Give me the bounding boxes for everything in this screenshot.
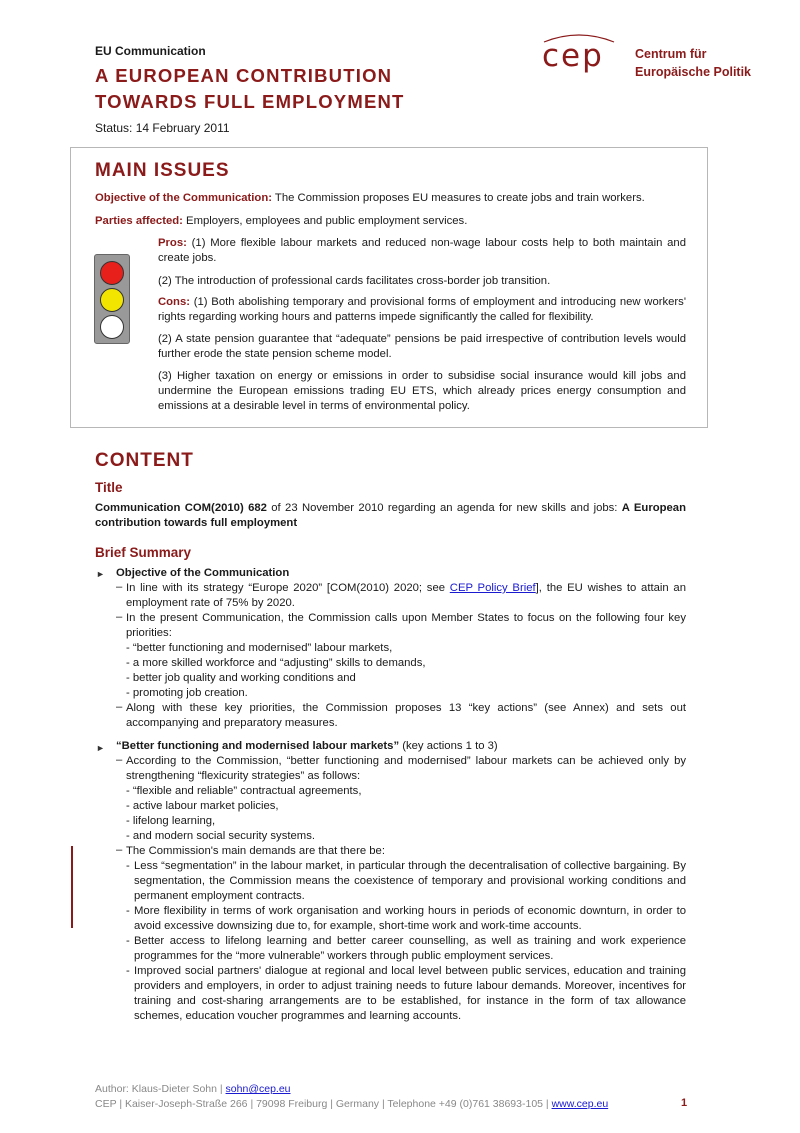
red-lamp-icon <box>100 261 124 285</box>
title-line-1: A EUROPEAN CONTRIBUTION <box>95 65 393 86</box>
demand-item: Less “segmentation” in the labour market, in particular through the decentralisation of collective bargaining. By segmentation, the Commission means the coexistence of temporary and provisional working conditions and permanent employment contracts. <box>134 860 686 902</box>
document-type: EU Communication <box>95 44 206 58</box>
hyphen-icon: - <box>126 860 130 872</box>
cep-logo <box>538 28 620 80</box>
yellow-lamp-icon <box>100 288 124 312</box>
objective-text: The Commission proposes EU measures to create jobs and train workers. <box>272 192 645 204</box>
pros-label: Pros: <box>158 237 187 249</box>
dash-icon: – <box>116 701 123 713</box>
flexicurity-item: - “flexible and reliable” contractual agreements, <box>126 785 362 797</box>
flexicurity-item: - lifelong learning, <box>126 815 216 827</box>
footer-address <box>95 1098 608 1110</box>
parties-text: Employers, employees and public employment services. <box>182 215 468 227</box>
dash-icon: – <box>116 611 123 623</box>
labour-markets-heading-text: “Better functioning and modernised labour markets” <box>116 740 400 752</box>
main-issues-heading: MAIN ISSUES <box>95 160 230 181</box>
objective-paragraph <box>95 191 695 206</box>
dash-icon: – <box>116 581 123 593</box>
com-name: A European contribution towards full employment <box>95 502 686 529</box>
title-line-2: TOWARDS FULL EMPLOYMENT <box>95 91 405 112</box>
key-actions-ref: (key actions 1 to 3) <box>399 740 498 752</box>
pros-2: (2) The introduction of professional cards facilitates cross-border job transition. <box>158 275 551 287</box>
labour-dash-2: The Commission's main demands are that there be: <box>126 845 385 857</box>
communication-title <box>95 501 686 531</box>
cons-label: Cons: <box>158 296 191 308</box>
title-subheading: Title <box>95 480 123 495</box>
change-marker <box>71 846 73 928</box>
dash-1-text-pre: In line with its strategy “Europe 2020” [COM(2010) 2020; see <box>126 582 450 594</box>
pros-1 <box>158 236 686 266</box>
author-text: Author: Klaus-Dieter Sohn | <box>95 1083 226 1095</box>
content-heading: CONTENT <box>95 450 194 471</box>
author-email-link[interactable]: sohn@cep.eu <box>225 1083 291 1095</box>
priority-item: - better job quality and working conditions and <box>126 672 356 684</box>
com-reference: Communication COM(2010) 682 <box>95 502 267 514</box>
traffic-light-icon <box>94 254 130 344</box>
hyphen-icon: - <box>126 905 130 917</box>
objective-dash-2: In the present Communication, the Commission calls upon Member States to focus on the following four key priorities: <box>126 612 686 639</box>
objective-dash-3: Along with these key priorities, the Commission proposes 13 “key actions” (see Annex) and sets out accompanying and preparatory measures. <box>126 702 686 729</box>
cons-1-text: (1) Both abolishing temporary and provisional forms of employment and introducing new workers' rights regarding working hours and patterns impede significantly the called for flexibility. <box>158 296 686 323</box>
parties-paragraph <box>95 214 695 229</box>
parties-label: Parties affected: <box>95 215 183 227</box>
flexicurity-item: - active labour market policies, <box>126 800 279 812</box>
priority-item: - “better functioning and modernised” labour markets, <box>126 642 393 654</box>
page-number: 1 <box>681 1097 688 1109</box>
address-text: CEP | Kaiser-Joseph-Straße 266 | 79098 Freiburg | Germany | Telephone +49 (0)761 38693-105 | <box>95 1098 552 1110</box>
cons-3: (3) Higher taxation on energy or emissions in order to subsidise social insurance would kill jobs and undermine the European emissions trading EU ETS, which already prices energy consumption and emissions at a desirable level in terms of environmental policy. <box>158 370 686 412</box>
logo-text: cep <box>542 38 604 74</box>
pros-1-text: (1) More flexible labour markets and reduced non-wage labour costs help to both maintain and create jobs. <box>158 237 686 264</box>
footer-author <box>95 1083 291 1095</box>
website-link[interactable]: www.cep.eu <box>551 1098 609 1110</box>
priority-item: - a more skilled workforce and “adjusting” skills to demands, <box>126 657 426 669</box>
cons-1 <box>158 295 686 325</box>
dash-icon: – <box>116 754 123 766</box>
hyphen-icon: - <box>126 965 130 977</box>
dash-1-text-post: ], the EU wishes to attain an employment rate of 75% by 2020. <box>126 582 686 609</box>
labour-dash-1: According to the Commission, “better functioning and modernised” labour markets can be achieved only by strengthening “flexicurity strategies” as follows: <box>126 755 686 782</box>
cep-policy-brief-link[interactable]: CEP Policy Brief <box>449 582 536 594</box>
organization-name <box>635 45 751 81</box>
org-line-2: Europäische Politik <box>635 65 752 79</box>
cons-2: (2) A state pension guarantee that “adequate” pensions be paid irrespective of contribution levels would further erode the state pension scheme model. <box>158 333 686 360</box>
priority-item: - promoting job creation. <box>126 687 248 699</box>
page-title <box>95 63 405 115</box>
demand-item: Better access to lifelong learning and better career counselling, as well as training and work experience programmes for the “more vulnerable” workers through public employment services. <box>134 935 686 962</box>
hyphen-icon: - <box>126 935 130 947</box>
objective-label: Objective of the Communication: <box>95 192 272 204</box>
bullet-triangle-icon: ► <box>96 743 105 753</box>
brief-summary-subheading: Brief Summary <box>95 545 192 560</box>
org-line-1: Centrum für <box>635 47 707 61</box>
flexicurity-item: - and modern social security systems. <box>126 830 315 842</box>
objective-section-heading: Objective of the Communication <box>116 567 290 579</box>
demand-item: Improved social partners' dialogue at regional and local level between public services, education and training providers and employers, in order to adjust training needs to future labour demands. Moreover, incentives for training and cost-sharing arrangements are to be established, for instance in the form of tax allowance schemes, education voucher programmes and learning accounts. <box>134 965 686 1022</box>
objective-dash-1 <box>126 581 686 611</box>
status-date: Status: 14 February 2011 <box>95 121 230 135</box>
bullet-triangle-icon: ► <box>96 569 105 579</box>
dash-icon: – <box>116 844 123 856</box>
demand-item: More flexibility in terms of work organisation and working hours in periods of economic downturn, in order to avoid excessive downsizing due to, for example, short-time work and work-time accounts. <box>134 905 686 932</box>
white-lamp-icon <box>100 315 124 339</box>
com-description: of 23 November 2010 regarding an agenda for new skills and jobs: <box>266 502 622 514</box>
labour-markets-section-heading <box>116 739 498 754</box>
